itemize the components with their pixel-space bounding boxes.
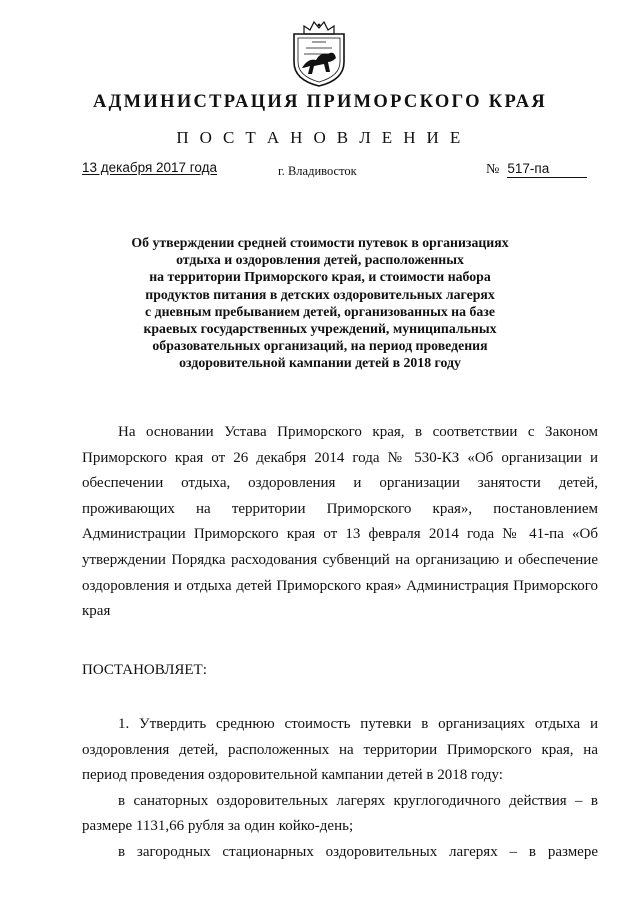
coat-of-arms-icon bbox=[290, 18, 348, 88]
document-heading bbox=[110, 234, 530, 372]
text-line: оздоровления и отдыха детей Приморского края» Администрация Приморского bbox=[82, 577, 598, 594]
text-line: размере 1131,66 рубля за один койко-день; bbox=[82, 818, 354, 835]
text-line: Приморского края от 26 декабря 2014 года № 530-КЗ «Об организации и bbox=[82, 449, 598, 466]
text-line: в загородных стационарных оздоровительных лагерях – в размере bbox=[118, 843, 598, 860]
preamble-paragraph bbox=[82, 420, 598, 625]
text-line: период проведения оздоровительной кампании детей в 2018 году: bbox=[82, 767, 503, 784]
heading-line: образовательных организаций, на период проведения bbox=[152, 338, 488, 354]
heading-line: на территории Приморского края, и стоимости набора bbox=[149, 269, 491, 285]
item-1-paragraph bbox=[82, 712, 598, 866]
document-date: 13 декабря 2017 года bbox=[82, 160, 218, 175]
heading-line: оздоровительной кампании детей в 2018 году bbox=[179, 355, 461, 371]
text-line: 1. Утвердить среднюю стоимость путевки в организациях отдыха и bbox=[118, 716, 598, 732]
number-label: № bbox=[486, 162, 500, 177]
text-line: края bbox=[82, 603, 111, 620]
heading-line: отдыха и оздоровления детей, расположенных bbox=[176, 252, 464, 268]
heading-line: с дневным пребыванием детей, организованных на базе bbox=[145, 303, 495, 319]
resolves-label: ПОСТАНОВЛЯЕТ: bbox=[82, 662, 207, 678]
number-value: 517-па bbox=[507, 161, 587, 178]
document-city: г. Владивосток bbox=[278, 164, 357, 178]
document-type: П О С Т А Н О В Л Е Н И Е bbox=[176, 128, 464, 147]
text-line: утверждении Порядка расходования субвенций на организацию и обеспечение bbox=[82, 551, 598, 568]
text-line: Администрации Приморского края от 13 февраля 2014 года № 41-па «Об bbox=[82, 526, 598, 543]
text-line: проживающих на территории Приморского края», постановлением bbox=[82, 500, 598, 517]
heading-line: краевых государственных учреждений, муниципальных bbox=[143, 321, 497, 337]
text-line: в санаторных оздоровительных лагерях круглогодичного действия – в bbox=[118, 792, 598, 809]
text-line: оздоровления детей, расположенных на территории Приморского края, на bbox=[82, 741, 598, 758]
heading-line: Об утверждении средней стоимости путевок в организациях bbox=[131, 235, 509, 250]
heading-line: продуктов питания в детских оздоровительных лагерях bbox=[145, 286, 495, 302]
text-line: обеспечении отдыха, оздоровления и организации занятости детей, bbox=[82, 475, 598, 492]
document-number bbox=[486, 161, 587, 178]
organization-title: АДМИНИСТРАЦИЯ ПРИМОРСКОГО КРАЯ bbox=[92, 92, 548, 112]
text-line: На основании Устава Приморского края, в соответствии с Законом bbox=[118, 424, 598, 440]
